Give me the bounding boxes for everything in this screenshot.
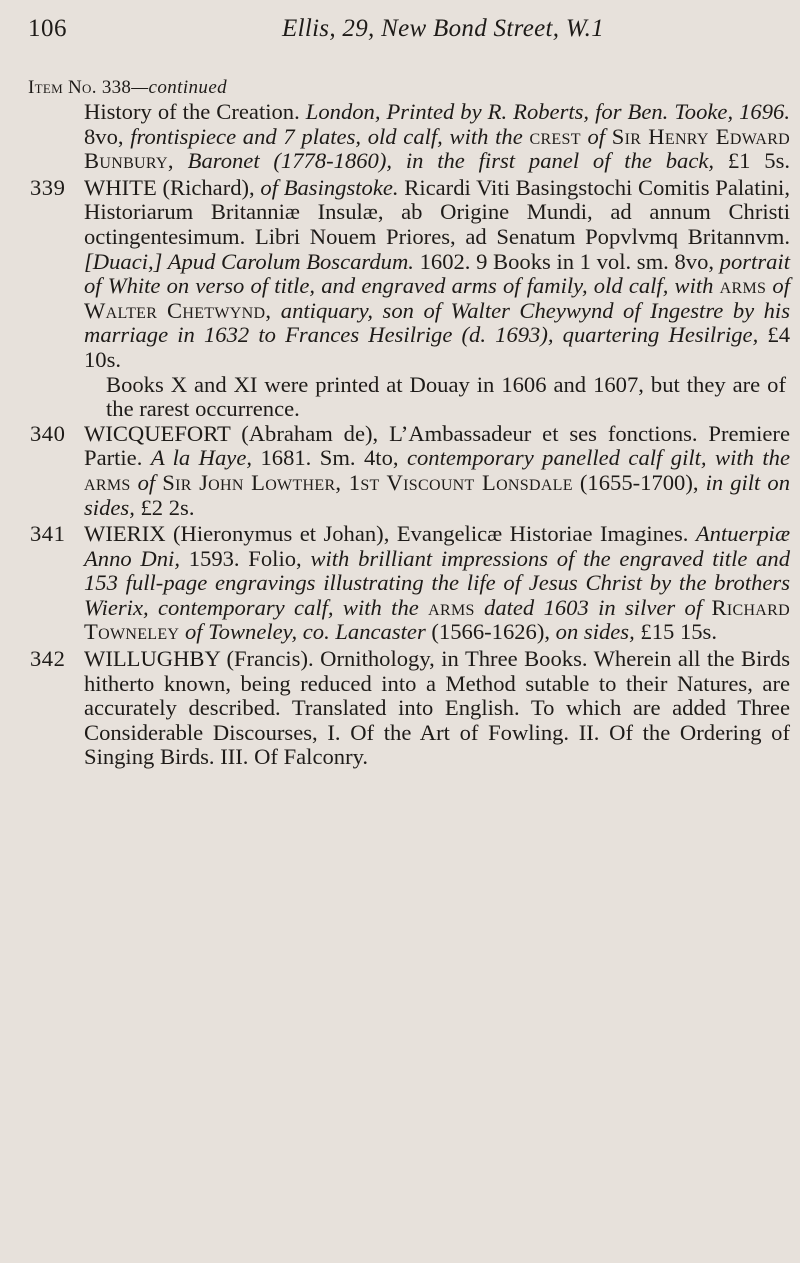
page-header [28,15,788,51]
lot-number: 339 [30,174,66,200]
entry-of: of [772,273,790,299]
entry-imprint: A la Haye, [150,445,253,471]
entry-description: contemporary panelled calf gilt, with the [406,445,790,471]
entry-arms-label: arms [84,469,131,495]
entry-text [84,100,790,174]
entry-text [84,647,790,770]
entry-owner-title: Baronet (1778-1860), [187,148,393,174]
running-head: Ellis, 29, New Bond Street, W.1 [282,15,605,42]
entry-of-place: of Basingstoke. [260,174,399,200]
entry-text [84,422,790,520]
lot-number: 340 [30,420,66,446]
entry-description-3: of Towneley, co. Lancaster [184,619,426,645]
entry-description-4: on sides, [555,619,635,645]
continued-heading [28,76,790,100]
entry-price: £4 10s. [84,322,791,372]
entry-341 [28,522,790,645]
entry-imprint: London, Printed by R. Roberts, for Ben. Tooke, 1696. [305,99,790,124]
entry-title: L’Ambassadeur et ses fonctions. Premiere Partie. [84,420,790,471]
entry-title: History of the Creation. [84,99,300,124]
entry-title: Ricardi Viti Basingstochi Comitis Palatini, Historiarum Britanniæ Insulæ, ab Origine Mundi, ad annum Christi octingentesimum. Libri Nouem Priores, ad Senatum Popvlvmq Britannvm. [84,174,790,249]
entry-date-format: 1593. Folio, [188,545,302,571]
entry-author: WIERIX (Hieronymus et Johan), [84,521,390,547]
continued-note: —continued [131,77,228,98]
entry-description-2: dated 1603 in silver [484,594,676,620]
entry-owner: Sir Henry Edward Bunbury, [84,123,791,174]
entry-owner: Sir John Lowther, 1st Viscount Lonsdale [162,469,573,495]
entry-text [84,176,790,373]
lot-number: 342 [30,646,66,672]
entry-description-2: in gilt on sides, [84,469,790,520]
entry-price: £15 15s. [640,619,717,645]
entry-description: frontispiece and 7 plates, old calf, with the [130,123,523,149]
continued-label: Item No. 338 [28,77,132,98]
entry-description-2: antiquary, son of Walter Cheywynd of Ingestre by his marriage in 1632 to Frances Hesilrige (d. 1693), quartering Hesilrige, [84,297,791,348]
entry-format: 8vo, [84,123,124,149]
entry-owner-dates: (1655-1700), [579,469,699,495]
entry-imprint: [Duaci,] Apud Carolum Boscardum. [84,248,414,274]
entry-price: £2 2s. [140,494,195,520]
entry-arms-label: crest [529,123,581,149]
entry-date: 1602. [419,248,471,274]
entry-price: £1 5s. [727,148,791,174]
entry-arms-label: arms [428,594,475,620]
entry-340 [28,422,790,520]
entry-date-format: 1681. Sm. 4to, [260,445,399,471]
entry-339 [28,176,790,373]
entry-of: of [137,469,156,495]
entry-arms-label: arms [719,273,767,299]
entry-title: Evangelicæ Historiae Imagines. [396,521,689,547]
lot-number: 341 [30,521,66,547]
entry-text [84,522,790,645]
entry-author: WHITE (Richard), [84,174,255,200]
catalogue-body [28,76,790,770]
entry-author: WICQUEFORT (Abraham de), [84,420,379,446]
entry-of: of [684,594,703,620]
entry-title: Ornithology, in Three Books. Wherein all the Birds hitherto known, being reduced into a Method sutable to their Natures, are accurately described. Translated into English. To which are added Three Considerable Discourses, I. Of the Art of Fowling. II. Of the Ordering of Singing Birds. III. Of Falconry. [84,646,790,770]
entry-books-note: 9 Books in 1 vol. sm. 8vo, [476,248,715,274]
entry-imprint: Antuerpiæ Anno Dni, [84,521,791,571]
entry-description: portrait of White on verso of title, and engraved arms of family, old calf, with [84,248,790,299]
entry-description: with brilliant impressions of the engraved title and 153 full-page engravings illustrating the life of Jesus Christ by the brothers Wierix, contemporary calf, with the [84,545,791,620]
entry-owner: Walter Chetwynd, [84,297,272,323]
page-number: 106 [28,15,67,42]
entry-owner-dates: (1566-1626), [431,619,551,645]
entry-continuation [28,100,790,174]
entry-owner: Richard Towneley [84,594,790,645]
entry-339-note: Books X and XI were printed at Douay in 1606 and 1607, but they are of the rarest occurrence. [106,371,786,422]
entry-342 [28,647,790,770]
entry-of: of [587,123,606,149]
entry-description-2: in the first panel of the back, [405,148,715,174]
entry-author: WILLUGHBY (Francis). [84,646,314,672]
